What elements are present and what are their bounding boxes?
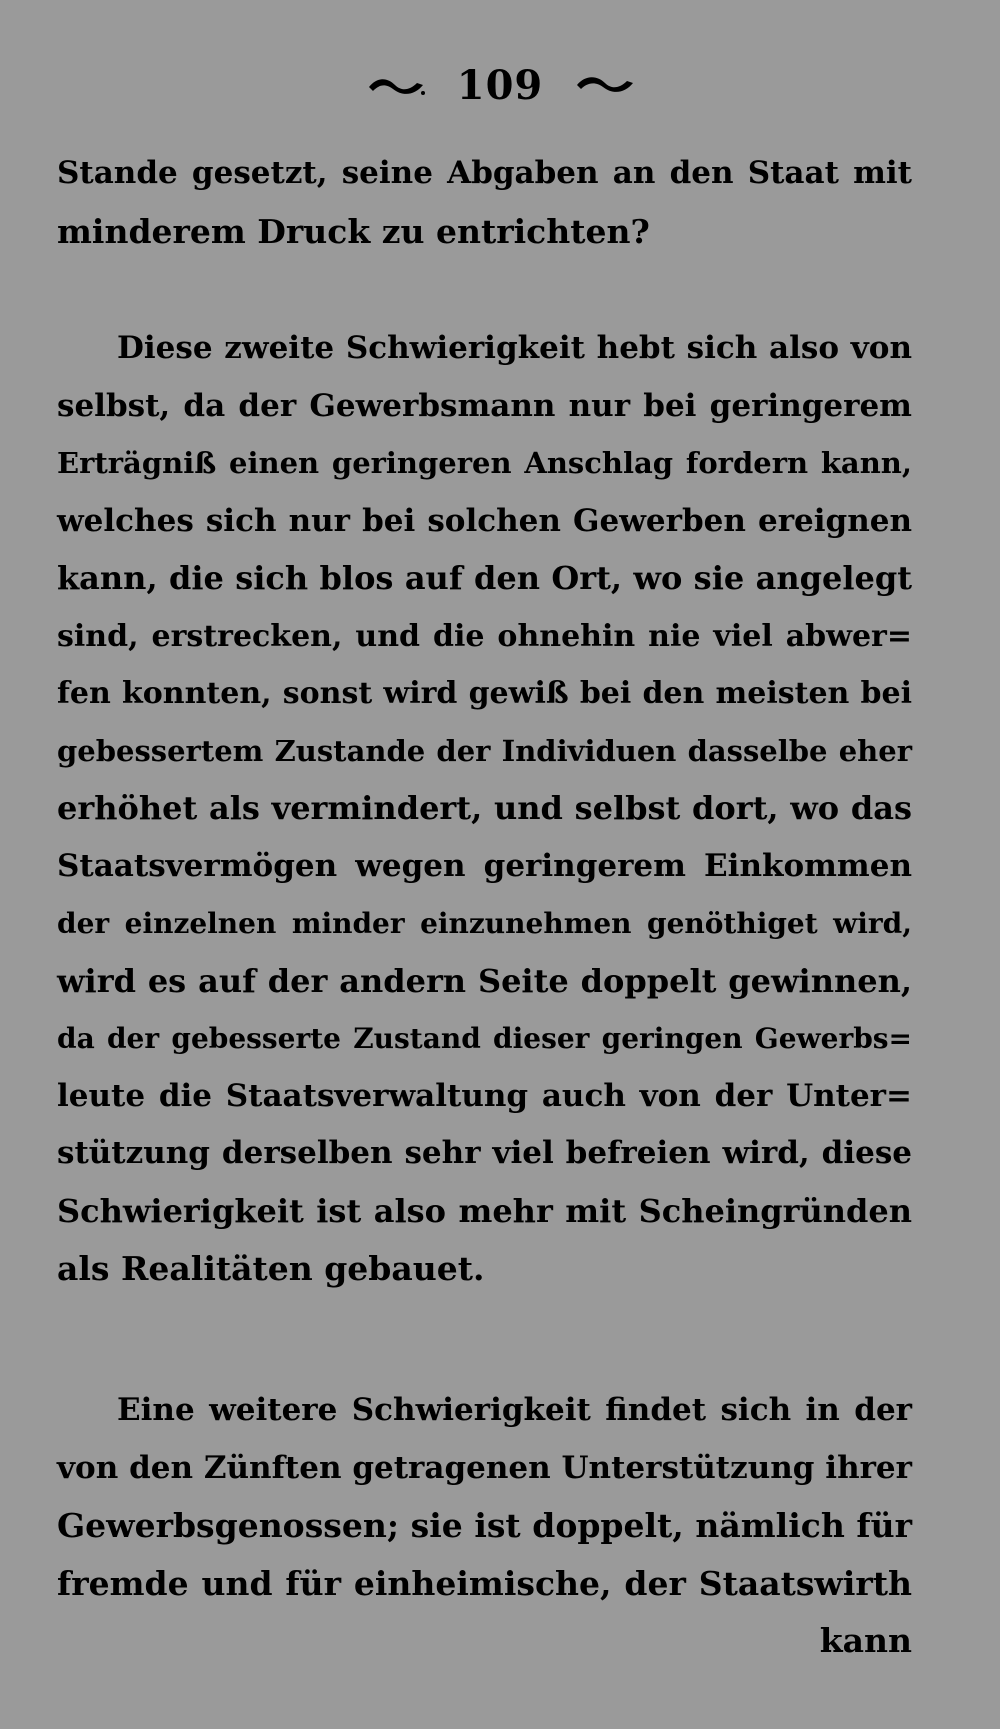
text-line: der einzelnen minder einzunehmen genöthiget wird, xyxy=(57,907,912,940)
ornament-swash-right-icon xyxy=(573,73,635,97)
text-line: fremde und für einheimische, der Staatswirth xyxy=(57,1563,912,1603)
text-line: erhöhet als vermindert, und selbst dort, wo das xyxy=(57,789,912,827)
text-line: minderem Druck zu entrichten? xyxy=(57,211,650,251)
text-line: gebessertem Zustande der Individuen dasselbe eher xyxy=(57,733,912,768)
text-line: Eine weitere Schwierigkeit findet sich in der xyxy=(117,1392,912,1428)
page-number: 109 xyxy=(456,61,544,109)
text-line: stützung derselben sehr viel befreien wird, diese xyxy=(57,1135,912,1171)
text-line: Gewerbsgenossen; sie ist doppelt, nämlich für xyxy=(57,1506,912,1545)
text-line: leute die Staatsverwaltung auch von der Unter= xyxy=(57,1077,912,1114)
text-line: fen konnten, sonst wird gewiß bei den meisten bei xyxy=(57,676,912,711)
text-line: von den Zünften getragenen Unterstützung ihrer xyxy=(57,1449,912,1486)
text-line: Stande gesetzt, seine Abgaben an den Staat mit xyxy=(57,155,912,191)
paragraph-1 xyxy=(57,145,912,260)
text-line: kann, die sich blos auf den Ort, wo sie angelegt xyxy=(57,559,912,597)
page-header xyxy=(0,55,1000,115)
text-line: selbst, da der Gewerbsmann nur bei geringerem xyxy=(57,387,912,424)
text-line: Diese zweite Schwierigkeit hebt sich also von xyxy=(117,330,912,366)
text-line: Staatsvermögen wegen geringerem Einkommen xyxy=(57,847,912,884)
paragraph-3 xyxy=(57,1382,912,1612)
text-line: Erträgniß einen geringeren Anschlag fordern kann, xyxy=(57,446,912,480)
text-line: wird es auf der andern Seite doppelt gewinnen, xyxy=(57,961,912,1000)
text-line: sind, erstrecken, und die ohnehin nie viel abwer= xyxy=(57,618,912,654)
paragraph-2 xyxy=(57,320,912,1298)
text-line: welches sich nur bei solchen Gewerben ereignen xyxy=(57,502,912,539)
text-line: da der gebesserte Zustand dieser geringen Gewerbs= xyxy=(57,1022,912,1055)
catchword: kann xyxy=(819,1621,912,1660)
ornament-swash-left-icon xyxy=(365,73,427,97)
text-line: als Realitäten gebauet. xyxy=(57,1249,485,1288)
catchword-block xyxy=(57,1612,912,1670)
text-line: Schwierigkeit ist also mehr mit Scheingründen xyxy=(57,1191,912,1230)
